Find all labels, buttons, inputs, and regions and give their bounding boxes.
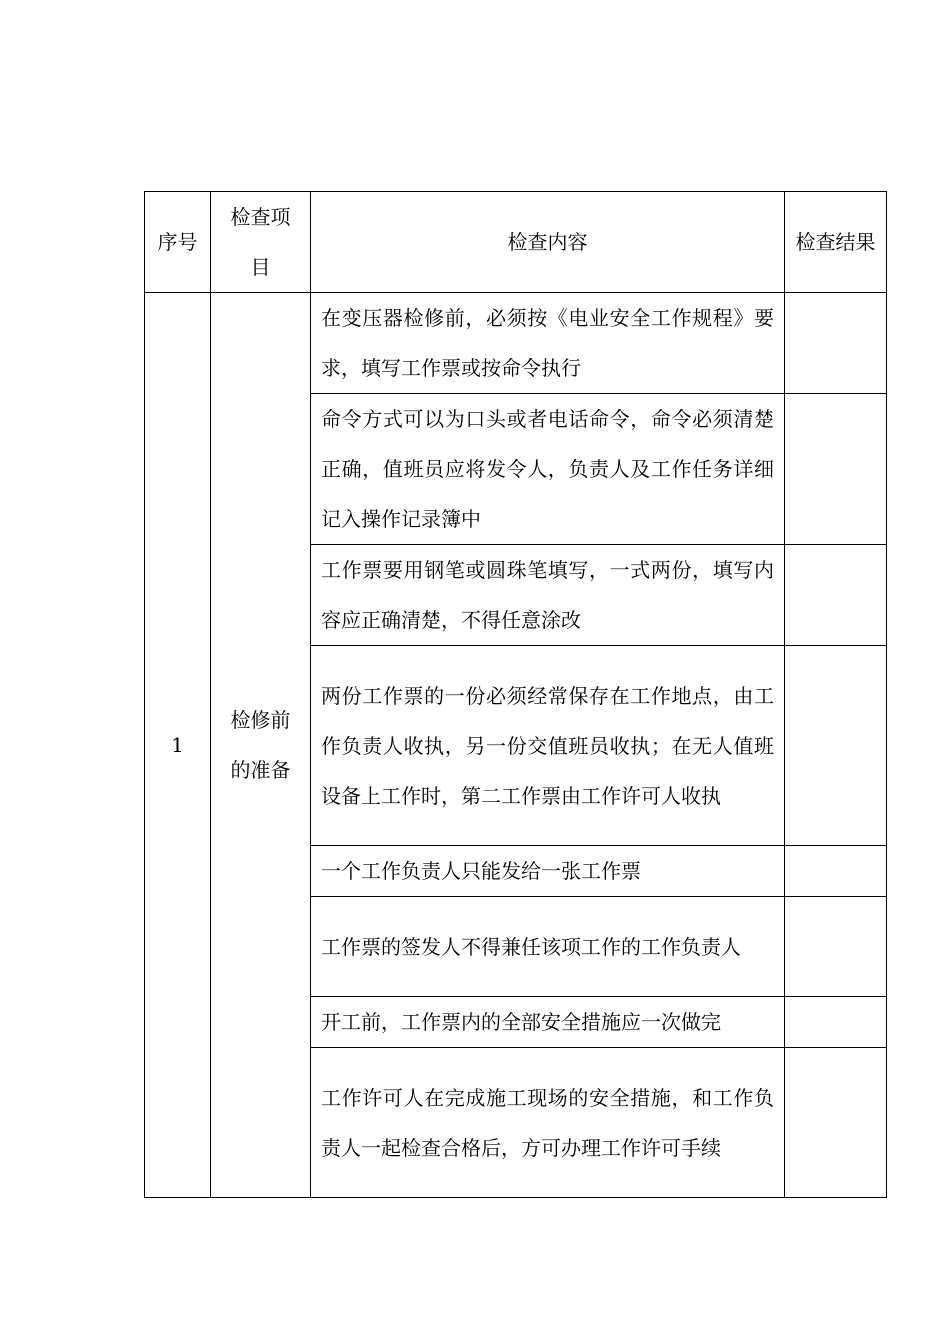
header-item: 检查项目 <box>211 192 311 293</box>
check-content: 在变压器检修前，必须按《电业安全工作规程》要求，填写工作票或按命令执行 <box>311 293 785 394</box>
check-content: 工作票要用钢笔或圆珠笔填写，一式两份，填写内容应正确清楚，不得任意涂改 <box>311 545 785 646</box>
check-item: 检修前的准备 <box>211 293 311 1198</box>
header-no: 序号 <box>145 192 211 293</box>
check-result-cell[interactable] <box>785 897 887 997</box>
table-row <box>145 293 887 394</box>
check-result-cell[interactable] <box>785 997 887 1048</box>
check-result-cell[interactable] <box>785 646 887 846</box>
check-result-cell[interactable] <box>785 846 887 897</box>
row-number: 1 <box>145 293 211 1198</box>
check-content: 开工前，工作票内的全部安全措施应一次做完 <box>311 997 785 1048</box>
header-content: 检查内容 <box>311 192 785 293</box>
check-content: 一个工作负责人只能发给一张工作票 <box>311 846 785 897</box>
inspection-table <box>144 191 887 1198</box>
header-row <box>145 192 887 293</box>
check-result-cell[interactable] <box>785 1048 887 1198</box>
check-content: 工作票的签发人不得兼任该项工作的工作负责人 <box>311 897 785 997</box>
check-result-cell[interactable] <box>785 394 887 545</box>
check-content: 工作许可人在完成施工现场的安全措施，和工作负责人一起检查合格后，方可办理工作许可手续 <box>311 1048 785 1198</box>
check-content: 命令方式可以为口头或者电话命令，命令必须清楚正确，值班员应将发令人，负责人及工作任务详细记入操作记录簿中 <box>311 394 785 545</box>
check-result-cell[interactable] <box>785 545 887 646</box>
header-result: 检查结果 <box>785 192 887 293</box>
check-content: 两份工作票的一份必须经常保存在工作地点，由工作负责人收执，另一份交值班员收执；在无人值班设备上工作时，第二工作票由工作许可人收执 <box>311 646 785 846</box>
check-result-cell[interactable] <box>785 293 887 394</box>
